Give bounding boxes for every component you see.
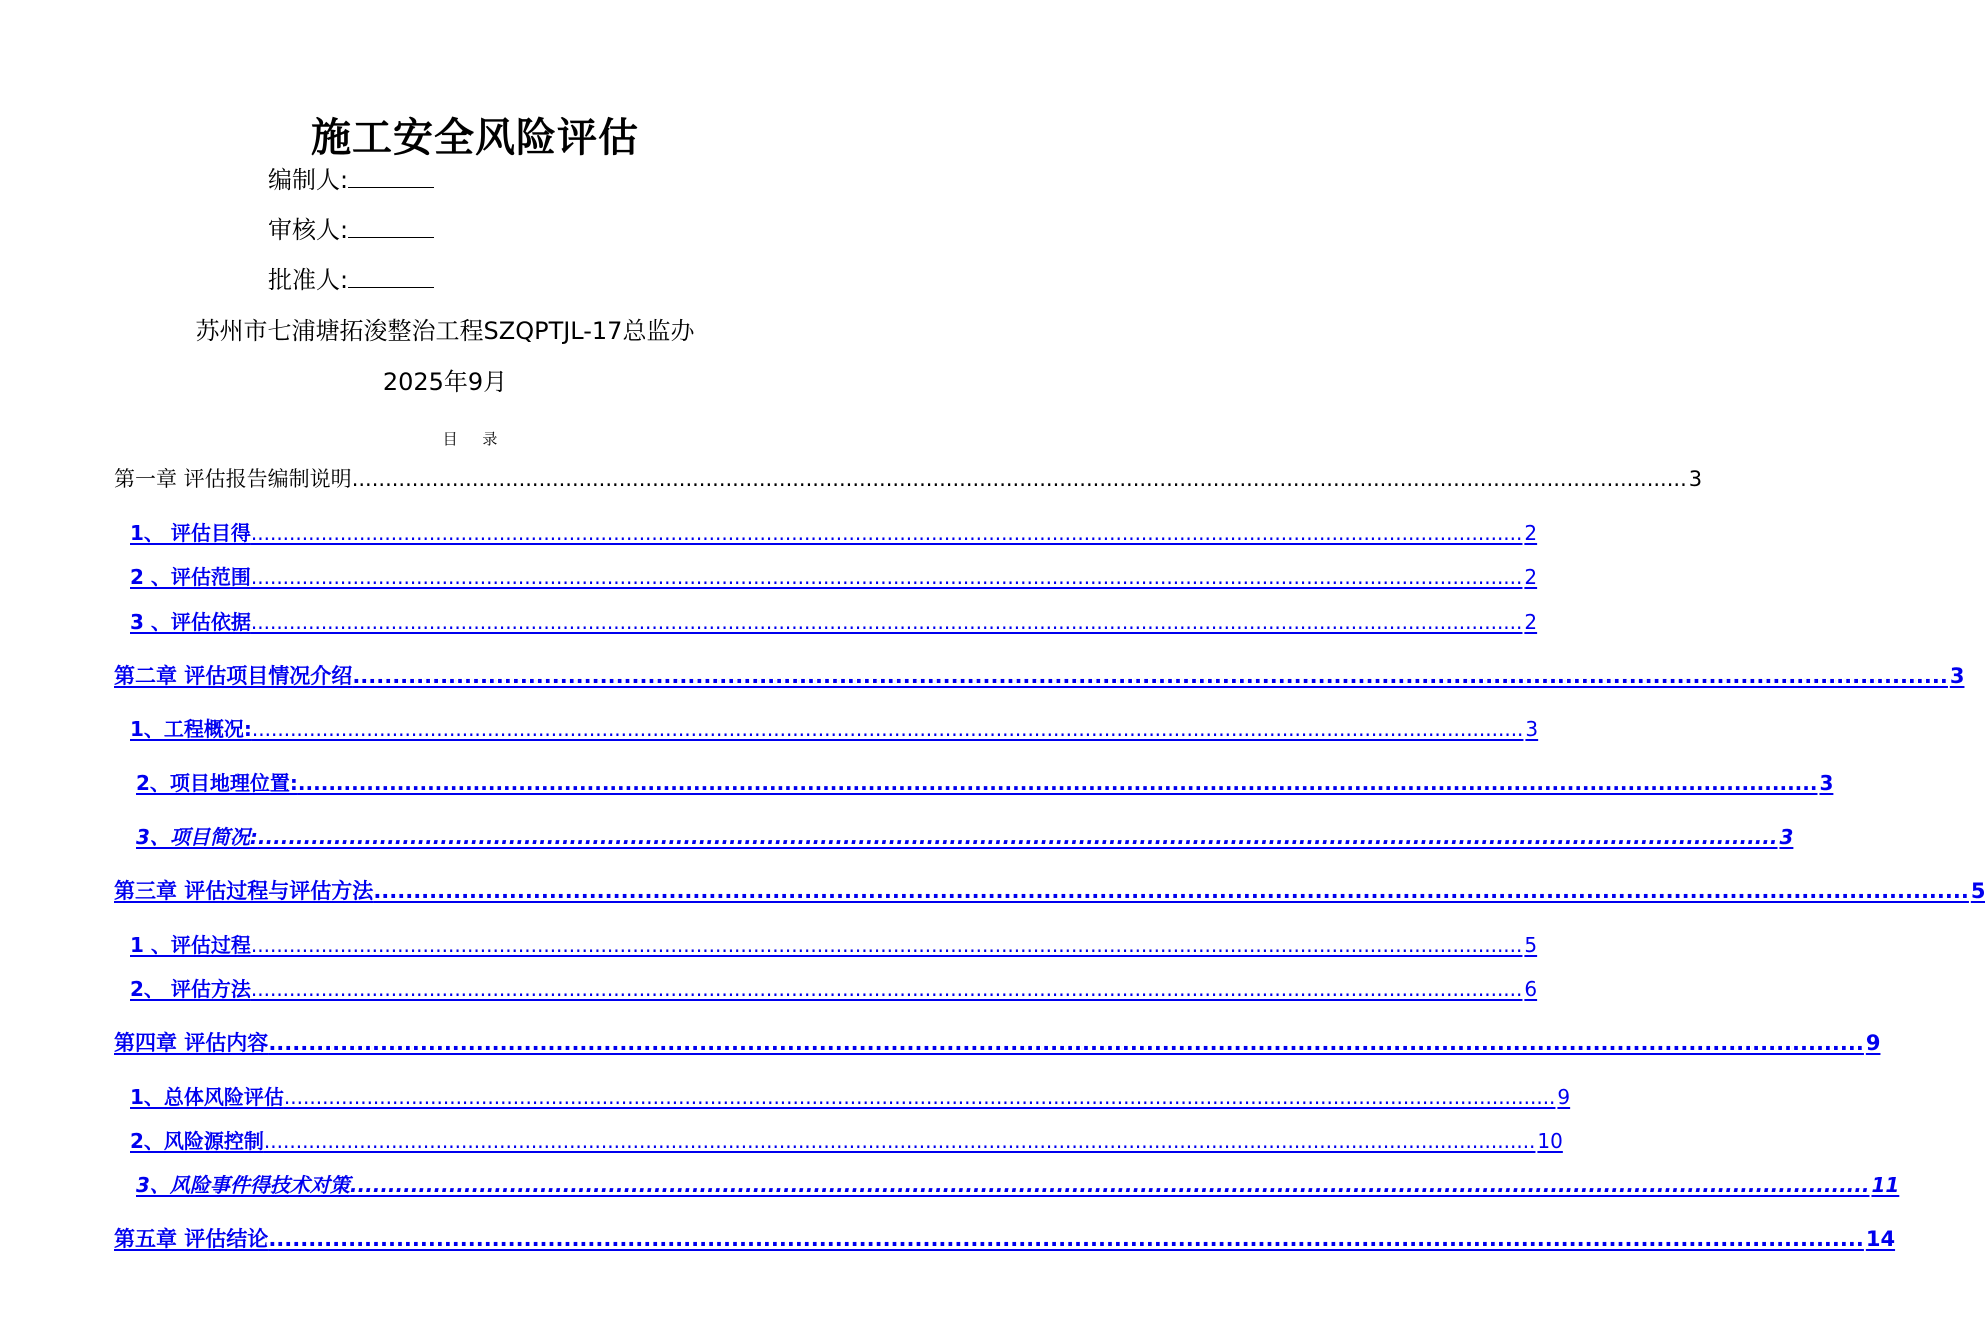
toc-entry-label: 第五章 评估结论 — [114, 1227, 269, 1251]
toc-entry-link[interactable] — [136, 821, 1794, 850]
toc-leader: ........................................................................................................................................................................................................ — [250, 977, 1523, 1001]
toc-leader: ........................................................................................................................................................................................................ — [283, 1085, 1556, 1109]
toc-entry-page: 3 — [1949, 664, 1965, 688]
toc-leader: ........................................................................................................................................................................................................ — [263, 1129, 1536, 1153]
signature-blank — [348, 215, 434, 238]
toc-entry-label: 第四章 评估内容 — [114, 1031, 269, 1055]
toc-entry-link[interactable] — [136, 1169, 1900, 1198]
toc-entry-page: 3 — [1525, 717, 1539, 741]
toc-leader: ........................................................................................................................................................................................................ — [250, 933, 1523, 957]
toc-leader: ........................................................................................................................................................................................................ — [352, 664, 1948, 688]
toc-entry-link[interactable] — [130, 561, 1538, 590]
toc-entry-link[interactable] — [130, 929, 1538, 958]
toc-entry-label: 1、总体风险评估 — [130, 1085, 284, 1109]
toc-entry-label: 3 、评估依据 — [130, 610, 251, 634]
document-date: 2025年9月 — [382, 368, 508, 396]
toc-entry-link[interactable] — [114, 875, 1985, 905]
toc-leader: ........................................................................................................................................................................................................ — [250, 565, 1523, 589]
toc-entry-page: 9 — [1865, 1031, 1881, 1055]
toc-entry-page: 14 — [1865, 1227, 1896, 1251]
toc-entry-label: 1、 评估目得 — [130, 521, 251, 545]
toc-entry-link[interactable] — [130, 713, 1539, 742]
toc-entry-link[interactable] — [130, 1081, 1571, 1110]
toc-entry-page: 3 — [1819, 771, 1834, 795]
toc-entry-label: 2 、评估范围 — [130, 565, 251, 589]
signature-blank — [348, 265, 434, 288]
toc-entry-label: 第一章 评估报告编制说明 — [114, 467, 352, 491]
organization-name: 苏州市七浦塘拓浚整治工程SZQPTJL-17总监办 — [195, 317, 695, 345]
toc-entry-link[interactable] — [130, 973, 1538, 1002]
toc-entry-label: 1 、评估过程 — [130, 933, 251, 957]
toc-entry-page: 2 — [1524, 610, 1538, 634]
toc-leader: ........................................................................................................................................................................................................ — [297, 771, 1818, 795]
toc-entry-link[interactable] — [114, 660, 1965, 690]
toc-entry-link[interactable] — [136, 767, 1834, 796]
toc-entry-page: 3 — [1779, 825, 1794, 849]
toc-entry[interactable] — [114, 463, 1703, 493]
signature-line-reviewer — [268, 210, 434, 245]
toc-entry-link[interactable] — [130, 1125, 1563, 1154]
toc-entry-page: 5 — [1524, 933, 1538, 957]
toc-entry-page: 5 — [1970, 879, 1985, 903]
toc-leader: ........................................................................................................................................................................................................ — [250, 521, 1523, 545]
signature-label: 批准人: — [268, 266, 349, 294]
toc-leader: ........................................................................................................................................................................................................ — [251, 717, 1524, 741]
signature-label: 编制人: — [268, 166, 349, 194]
toc-entry-page: 2 — [1524, 521, 1538, 545]
toc-entry-page: 11 — [1871, 1173, 1900, 1197]
signature-line-approver — [268, 260, 434, 295]
signature-blank — [348, 165, 434, 188]
toc-entry-label: 2、风险源控制 — [130, 1129, 264, 1153]
signature-line-editor — [268, 160, 434, 195]
toc-entry-link[interactable] — [114, 1027, 1881, 1057]
toc-leader: ........................................................................................................................................................................................................ — [257, 825, 1778, 849]
toc-entry-page: 2 — [1524, 565, 1538, 589]
toc-entry-label: 1、工程概况: — [130, 717, 252, 741]
toc-leader: ........................................................................................................................................................................................................ — [351, 467, 1687, 491]
toc-leader: ........................................................................................................................................................................................................ — [373, 879, 1969, 903]
toc-heading: 目 录 — [442, 430, 508, 448]
toc-entry-page: 10 — [1537, 1129, 1563, 1153]
toc-entry-link[interactable] — [114, 1223, 1896, 1253]
toc-entry-link[interactable] — [130, 517, 1538, 546]
toc-entry-label: 3、项目简况: — [136, 825, 258, 849]
toc-entry-label: 第二章 评估项目情况介绍 — [114, 664, 353, 688]
toc-entry-page: 6 — [1524, 977, 1538, 1001]
toc-leader: ........................................................................................................................................................................................................ — [268, 1227, 1864, 1251]
toc-entry-label: 3、风险事件得技术对策 — [136, 1173, 350, 1197]
toc-leader: ........................................................................................................................................................................................................ — [349, 1173, 1870, 1197]
toc-entry-link[interactable] — [130, 606, 1538, 635]
signature-label: 审核人: — [268, 216, 349, 244]
toc-entry-label: 2、 评估方法 — [130, 977, 251, 1001]
toc-entry-page: 3 — [1688, 467, 1703, 491]
toc-entry-label: 2、项目地理位置: — [136, 771, 298, 795]
toc-entry-label: 第三章 评估过程与评估方法 — [114, 879, 374, 903]
toc-leader: ........................................................................................................................................................................................................ — [268, 1031, 1864, 1055]
document-title: 施工安全风险评估 — [311, 115, 639, 161]
toc-entry-page: 9 — [1557, 1085, 1571, 1109]
toc-leader: ........................................................................................................................................................................................................ — [250, 610, 1523, 634]
